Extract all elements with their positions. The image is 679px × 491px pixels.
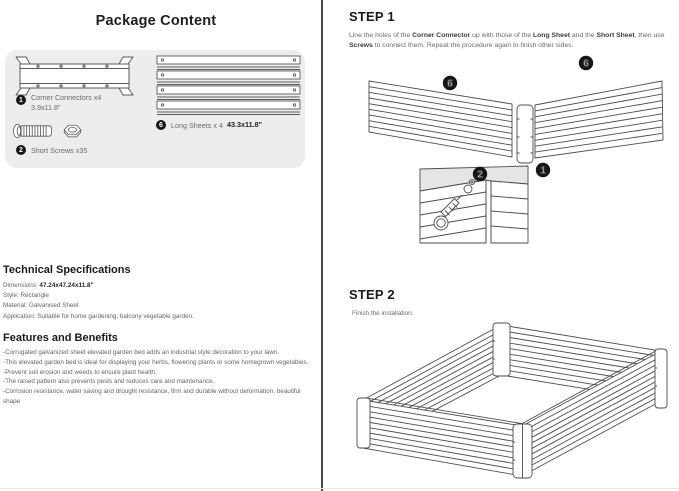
instruction-text: Line the holes of the [349,32,413,39]
item-badge-long-sheets: 6 [156,120,166,130]
step1-title: STEP 1 [349,9,395,24]
feature-line: -The raised pattern also prevents pests and reduces care and maintenance. [3,378,215,386]
instruction-text: , then use [634,32,665,39]
long-sheets-label: Long Sheets x 4 [171,121,223,130]
spec-line-application: Application: Suitable for home gardening, balcony vegetable garden. [3,312,194,320]
feature-line: -Corrosion resistance, water saving and drought resistance, firm and durable without deformation, beautiful shape [3,388,301,405]
corner-connectors-size: 3.9x11.8" [31,103,61,112]
step2-title: STEP 2 [349,287,395,302]
front-left-wall [363,400,522,476]
back-corner-post [493,323,510,376]
dimensions-value: 47.24x47.24x11.8" [39,282,94,289]
short-screws-label: Short Screws x35 [31,146,88,155]
feature-line: -Corrugated galvanized sheet elevated garden bed adds an industrial style decoration to your lawn. [3,349,280,356]
features-title: Features and Benefits [3,332,118,344]
instruction-text: up with those of the [470,32,533,39]
instruction-bold-long-sheet: Long Sheet [533,32,571,39]
item-badge-corner-connectors: 1 [16,95,26,105]
feature-line: -Prevent soil erosion and weeds to ensure plant health. [3,368,157,376]
features-block [3,348,315,407]
long-sheets-drawing [156,55,301,117]
left-corner-post [357,398,370,448]
long-sheets-size: 43.3x11.8" [227,120,262,129]
spec-line-dimensions [3,281,313,291]
instruction-bold-short-sheet: Short Sheet [596,32,635,39]
label-long-sheet-right: 6 [583,58,589,70]
feature-line: -This elevated garden bed is ideal for displaying your herbs, flowering plants or some homegrown vegetables. [3,358,309,366]
right-long-sheet-drawing [535,81,663,158]
package-content-title: Package Content [95,13,217,29]
spec-line-material: Material: Galvanised Sheet [3,302,79,310]
right-corner-post [655,349,667,408]
label-screw: 2 [477,169,483,181]
tech-specs-block [3,281,313,322]
instruction-bold-corner-connector: Corner Connector [412,32,471,39]
item-badge-short-screws: 2 [16,145,26,155]
column-divider [321,0,323,491]
tech-specs-title: Technical Specifications [3,264,131,276]
step2-caption: Finish the installation. [352,310,414,317]
dimensions-label: Dimensions: [3,282,40,289]
corner-connector-drawing [14,55,135,97]
instruction-text: and the [570,32,597,39]
page-bottom-rule [0,488,679,489]
corner-connector-post-drawing [517,105,533,163]
left-long-sheet-drawing [369,78,512,157]
spec-line-style: Style: Rectangle [3,292,49,300]
label-corner-connector: 1 [540,165,546,177]
instruction-bold-screws: Screws [349,42,373,49]
screw-drawing [12,122,58,140]
hex-nut-drawing [62,123,83,138]
step2-assembled-bed-diagram [348,316,670,486]
instruction-text: to connect them. Repeat the procedure again to finish other sides. [372,42,574,49]
label-long-sheet-left: 6 [447,78,453,90]
corner-connectors-label: Corner Connectors x4 [31,93,102,102]
step1-instruction [349,31,665,51]
step1-assembly-diagram [345,53,667,258]
